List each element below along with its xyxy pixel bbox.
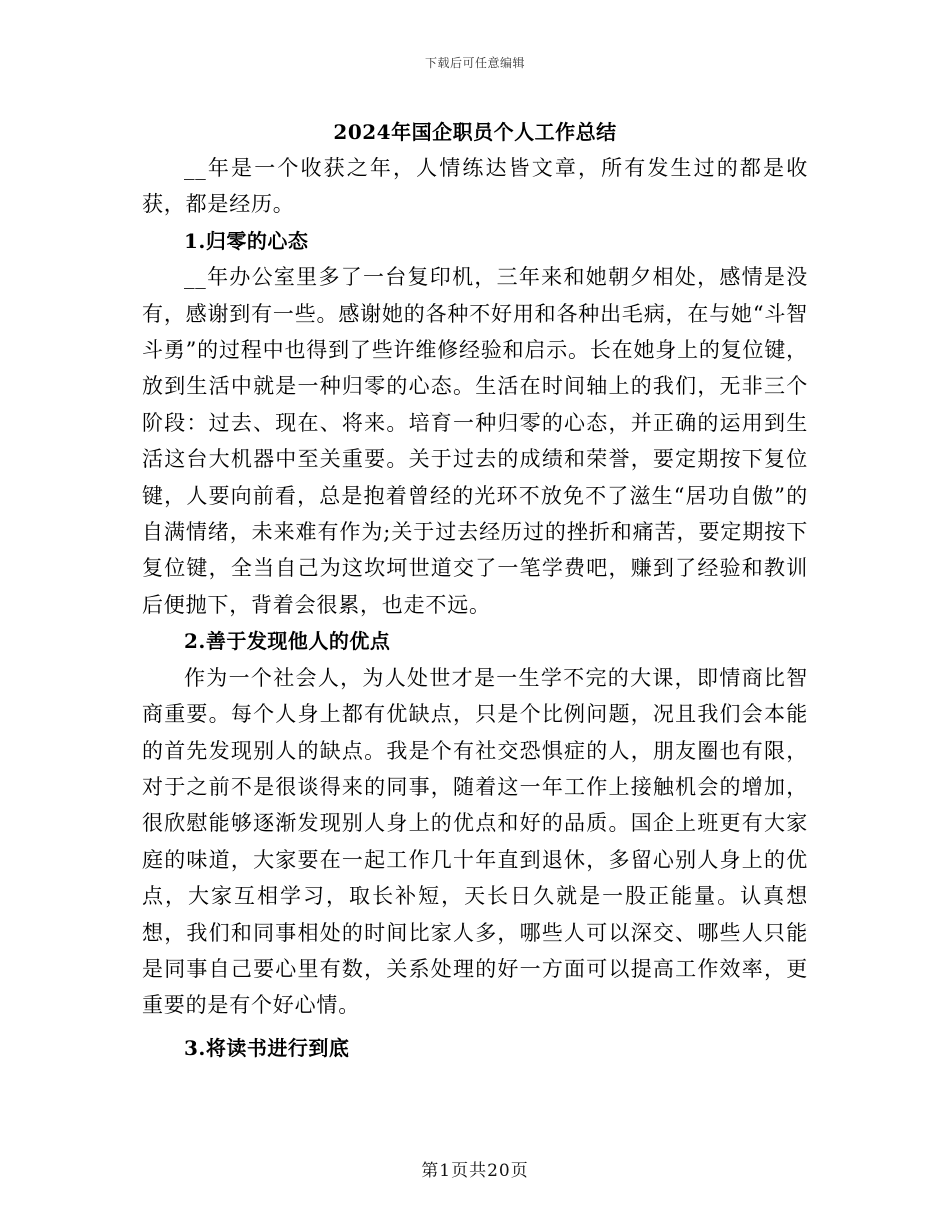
document-title: 2024年国企职员个人工作总结 [333, 120, 617, 144]
section-paragraph-2: 作为一个社会人，为人处世才是一生学不完的大课，即情商比智商重要。每个人身上都有优缺点，只是个比例问题，况且我们会本能的首先发现别人的缺点。我是个有社交恐惧症的人，朋友圈也有限，对于之前不是很谈得来的同事，随着这一年工作上接触机会的增加，很欣慰能够逐渐发现别人身上的优点和好的品质。国企上班更有大家庭的味道，大家要在一起工作几十年直到退休，多留心别人身上的优点，大家互相学习，取长补短，天长日久就是一股正能量。认真想想，我们和同事相处的时间比家人多，哪些人可以深交、哪些人只能是同事自己要心里有数，关系处理的好一方面可以提高工作效率，更重要的是有个好心情。 [142, 665, 808, 1018]
intro-paragraph: __年是一个收获之年，人情练达皆文章，所有发生过的都是收获，都是经历。 [142, 156, 808, 217]
section-heading-3: 3.将读书进行到底 [184, 1035, 350, 1060]
page-footer: 第1页共20页 [421, 1161, 529, 1181]
header-note: 下载后可任意编辑 [424, 56, 525, 70]
section-heading-2: 2.善于发现他人的优点 [184, 629, 391, 654]
section-paragraph-1: __年办公室里多了一台复印机，三年来和她朝夕相处，感情是没有，感谢到有一些。感谢她的各种不好用和各种出毛病，在与她“斗智斗勇”的过程中也得到了些许维修经验和启示。长在她身上的复位键，放到生活中就是一种归零的心态。生活在时间轴上的我们，无非三个阶段：过去、现在、将来。培育一种归零的心态，并正确的运用到生活这台大机器中至关重要。关于过去的成绩和荣誉，要定期按下复位键，人要向前看，总是抱着曾经的光环不放免不了滋生“居功自傲”的自满情绪，未来难有作为;关于过去经历过的挫折和痛苦，要定期按下复位键，全当自己为这坎坷世道交了一笔学费吧，赚到了经验和教训后便抛下，背着会很累，也走不远。 [142, 265, 808, 617]
document-body [142, 150, 808, 1066]
section-heading-1: 1.归零的心态 [184, 228, 309, 253]
